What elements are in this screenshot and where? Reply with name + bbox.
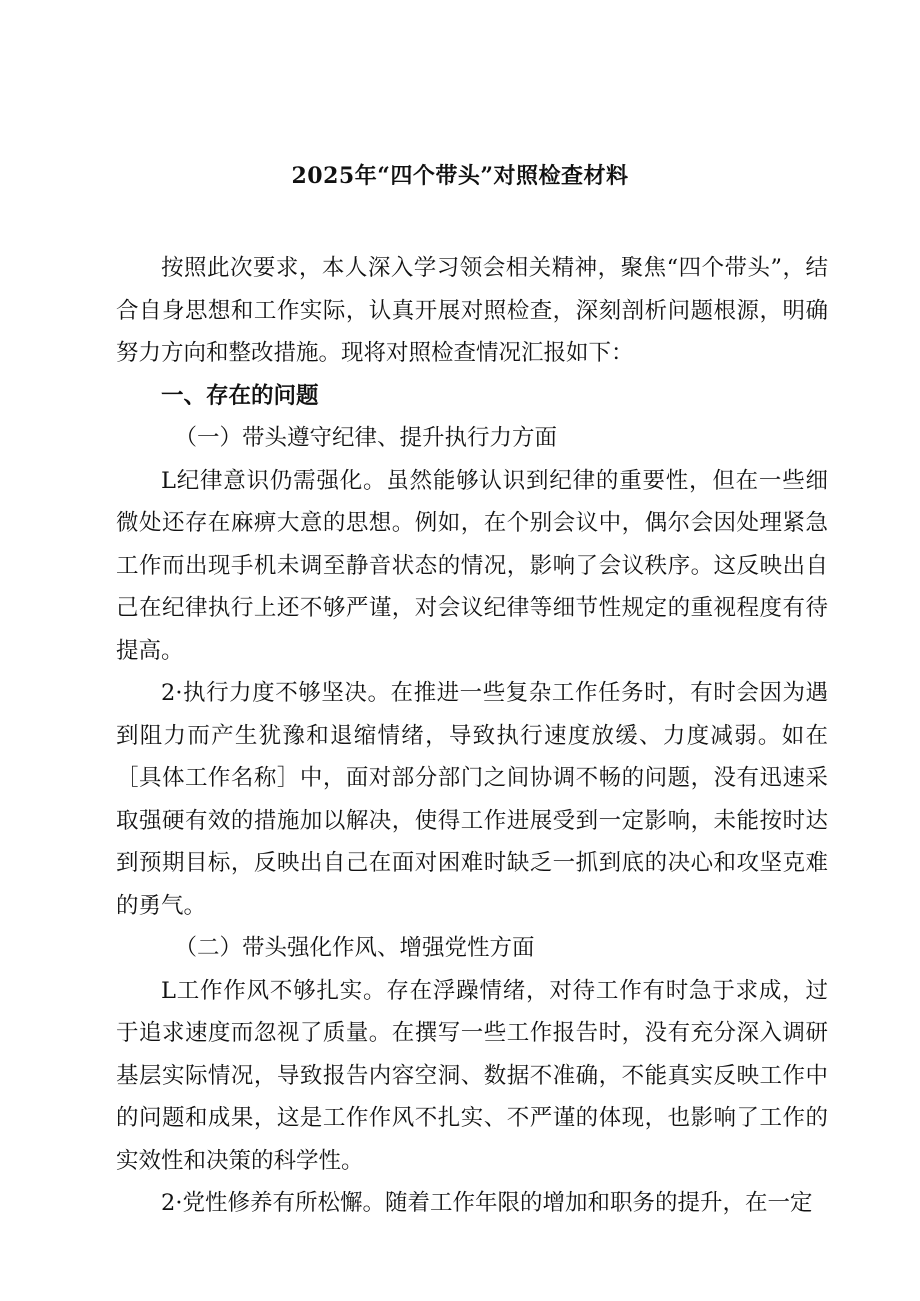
- intro-paragraph: 按照此次要求，本人深入学习领会相关精神，聚焦“四个带头”，结合自身思想和工作实际，认真开展对照检查，深刻剖析问题根源，明确努力方向和整改措施。现将对照检查情况汇报如下：: [116, 255, 828, 366]
- paragraph-discipline-awareness: L纪律意识仍需强化。虽然能够认识到纪律的重要性，但在一些细微处还存在麻痹大意的思想。例如，在个别会议中，偶尔会因处理紧急工作而出现手机未调至静音状态的情况，影响了会议秩序。这反映出自己在纪律执行上还不够严谨，对会议纪律等细节性规定的重视程度有待提高。: [116, 467, 828, 664]
- paragraph-work-style: L工作作风不够扎实。存在浮躁情绪，对待工作有时急于求成，过于追求速度而忽视了质量。在撰写一些工作报告时，没有充分深入调研基层实际情况，导致报告内容空洞、数据不准确，不能真实反映工作中的问题和成果，这是工作作风不扎实、不严谨的体现，也影响了工作的实效性和决策的科学性。: [116, 977, 828, 1174]
- section-heading-problems: 一、存在的问题: [161, 382, 319, 409]
- subsection-heading-discipline: （一）带头遵守纪律、提升执行力方面: [174, 425, 558, 451]
- subsection-heading-work-style: （二）带头强化作风、增强党性方面: [174, 935, 535, 961]
- paragraph-party-spirit: 2·党性修养有所松懈。随着工作年限的增加和职务的提升，在一定: [161, 1190, 813, 1216]
- paragraph-execution-strength: 2·执行力度不够坚决。在推进一些复杂工作任务时，有时会因为遇到阻力而产生犹豫和退缩情绪，导致执行速度放缓、力度减弱。如在［具体工作名称］中，面对部分部门之间协调不畅的问题，没有迅速采取强硬有效的措施加以解决，使得工作进展受到一定影响，未能按时达到预期目标，反映出自己在面对困难时缺乏一抓到底的决心和攻坚克难的勇气。: [116, 680, 828, 919]
- document-title: 2025年“四个带头”对照检查材料: [291, 163, 629, 189]
- document-body: [116, 247, 828, 1225]
